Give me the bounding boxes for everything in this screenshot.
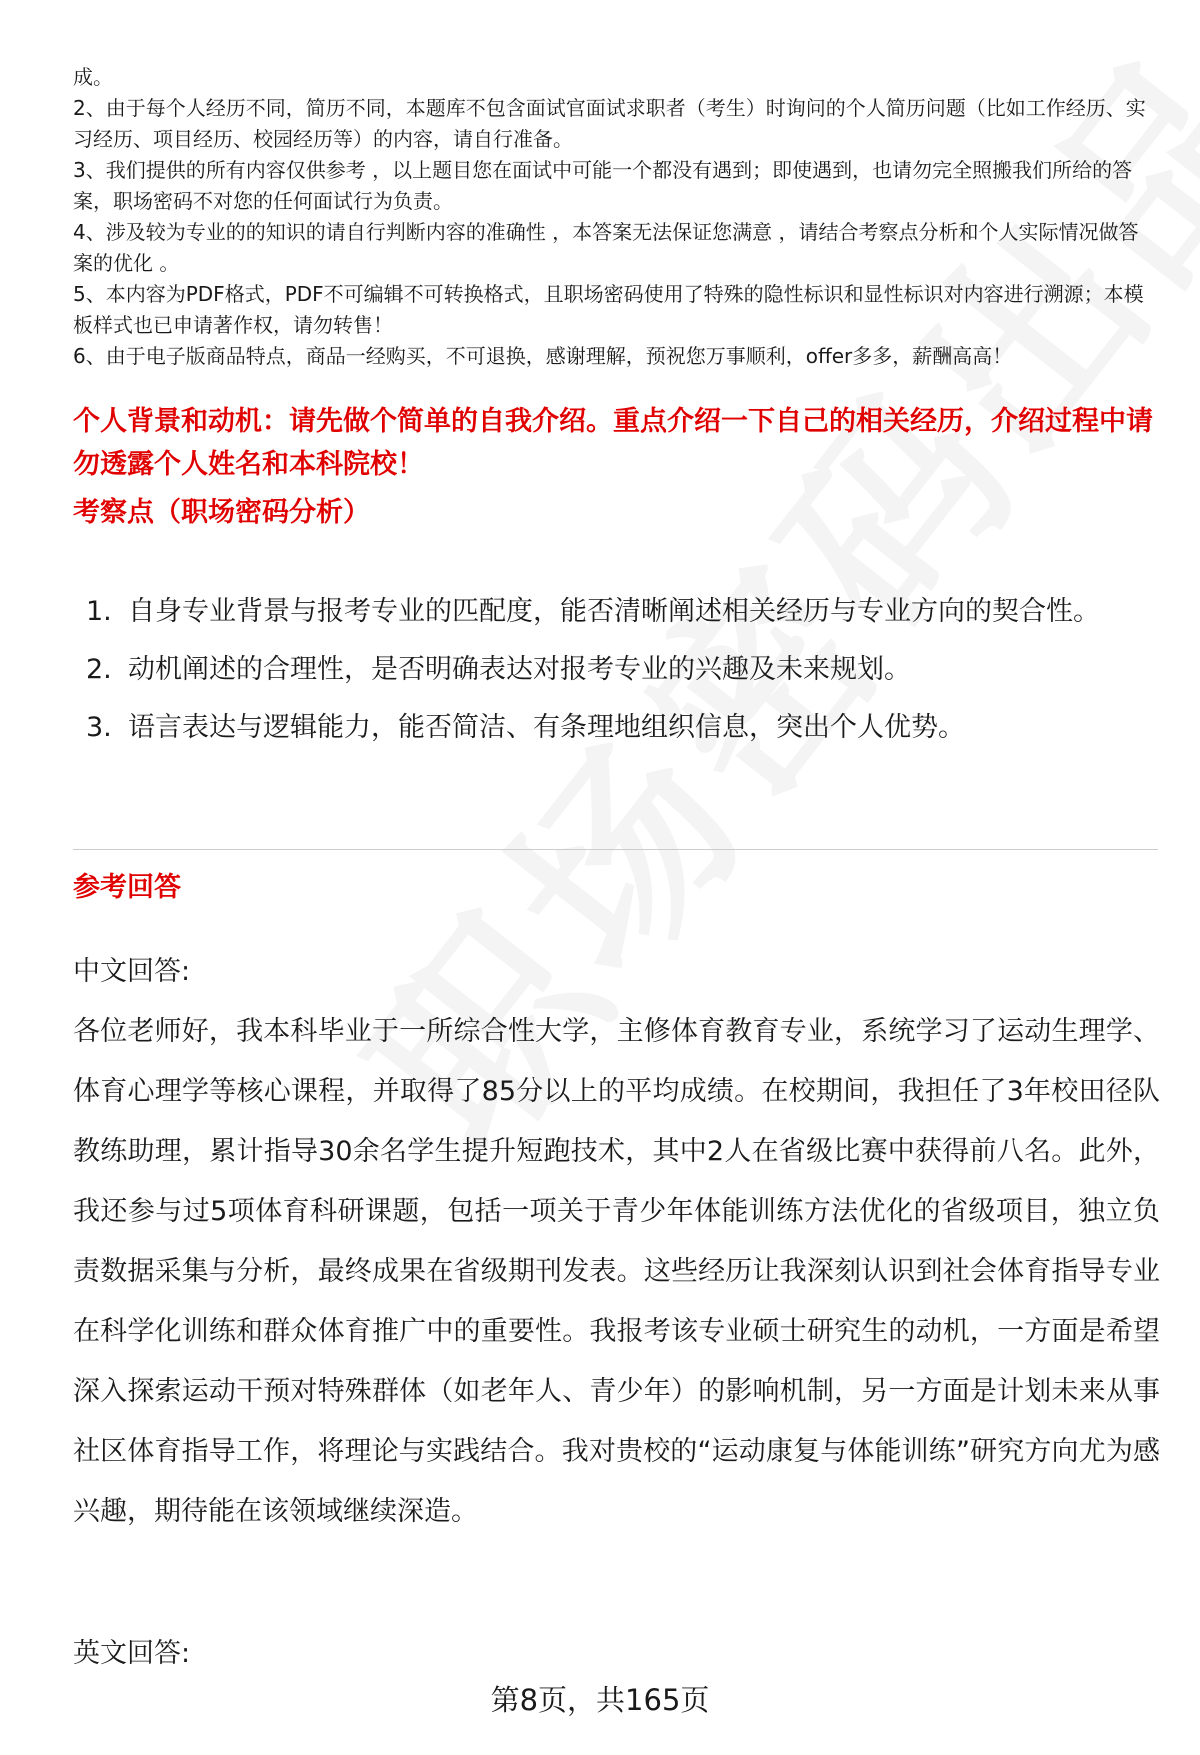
list-number: 1. [86, 596, 112, 627]
disclaimer-notes [73, 62, 1158, 372]
note-line: 2、由于每个人经历不同，简历不同，本题库不包含面试官面试求职者（考生）时询问的个人简历问题（比如工作经历、实习经历、项目经历、校园经历等）的内容，请自行准备。 [73, 96, 1146, 151]
chinese-answer [73, 942, 1160, 1542]
list-item [86, 641, 1158, 699]
list-item [86, 583, 1158, 641]
note-line: 5、本内容为PDF格式，PDF不可编辑不可转换格式，且职场密码使用了特殊的隐性标识和显性标识对内容进行溯源；本模板样式也已申请著作权，请勿转售！ [73, 282, 1144, 337]
question-title: 个人背景和动机：请先做个简单的自我介绍。重点介绍一下自己的相关经历，介绍过程中请勿透露个人姓名和本科院校！ [73, 406, 1153, 480]
list-text: 自身专业背景与报考专业的匹配度，能否清晰阐述相关经历与专业方向的契合性。 [128, 596, 1100, 627]
cn-label: 中文回答: [73, 956, 191, 987]
points-title: 考察点（职场密码分析） [73, 497, 370, 528]
note-line: 成。 [73, 65, 113, 89]
list-item [86, 699, 1158, 757]
list-text: 动机阐述的合理性，是否明确表达对报考专业的兴趣及未来规划。 [128, 654, 911, 685]
note-line: 6、由于电子版商品特点，商品一经购买，不可退换，感谢理解，预祝您万事顺利，offer多多，薪酬高高！ [73, 344, 1013, 368]
section-divider [73, 849, 1158, 850]
page-number: 第8页，共165页 [490, 1683, 710, 1717]
list-number: 3. [86, 712, 112, 743]
note-line: 3、我们提供的所有内容仅供参考 ，以上题目您在面试中可能一个都没有遇到；即使遇到，也请勿完全照搬我们所给的答案，职场密码不对您的任何面试行为负责。 [73, 158, 1133, 213]
points-list [86, 583, 1158, 757]
list-text: 语言表达与逻辑能力，能否简洁、有条理地组织信息，突出个人优势。 [128, 712, 965, 743]
en-label: 英文回答: [73, 1638, 191, 1669]
answer-title: 参考回答 [73, 872, 181, 903]
list-number: 2. [86, 654, 112, 685]
cn-answer-text: 各位老师好，我本科毕业于一所综合性大学，主修体育教育专业，系统学习了运动生理学、体育心理学等核心课程，并取得了85分以上的平均成绩。在校期间，我担任了3年校田径队教练助理，累计指导30余名学生提升短跑技术，其中2人在省级比赛中获得前八名。此外，我还参与过5项体育科研课题，包括一项关于青少年体能训练方法优化的省级项目，独立负责数据采集与分析，最终成果在省级期刊发表。这些经历让我深刻认识到社会体育指导专业在科学化训练和群众体育推广中的重要性。我报考该专业硕士研究生的动机，一方面是希望深入探索运动干预对特殊群体（如老年人、青少年）的影响机制，另一方面是计划未来从事社区体育指导工作，将理论与实践结合。我对贵校的“运动康复与体能训练”研究方向尤为感兴趣，期待能在该领域继续深造。 [73, 1016, 1160, 1527]
note-line: 4、涉及较为专业的的知识的请自行判断内容的准确性 ，本答案无法保证您满意 ，请结合考察点分析和个人实际情况做答案的优化 。 [73, 220, 1139, 275]
